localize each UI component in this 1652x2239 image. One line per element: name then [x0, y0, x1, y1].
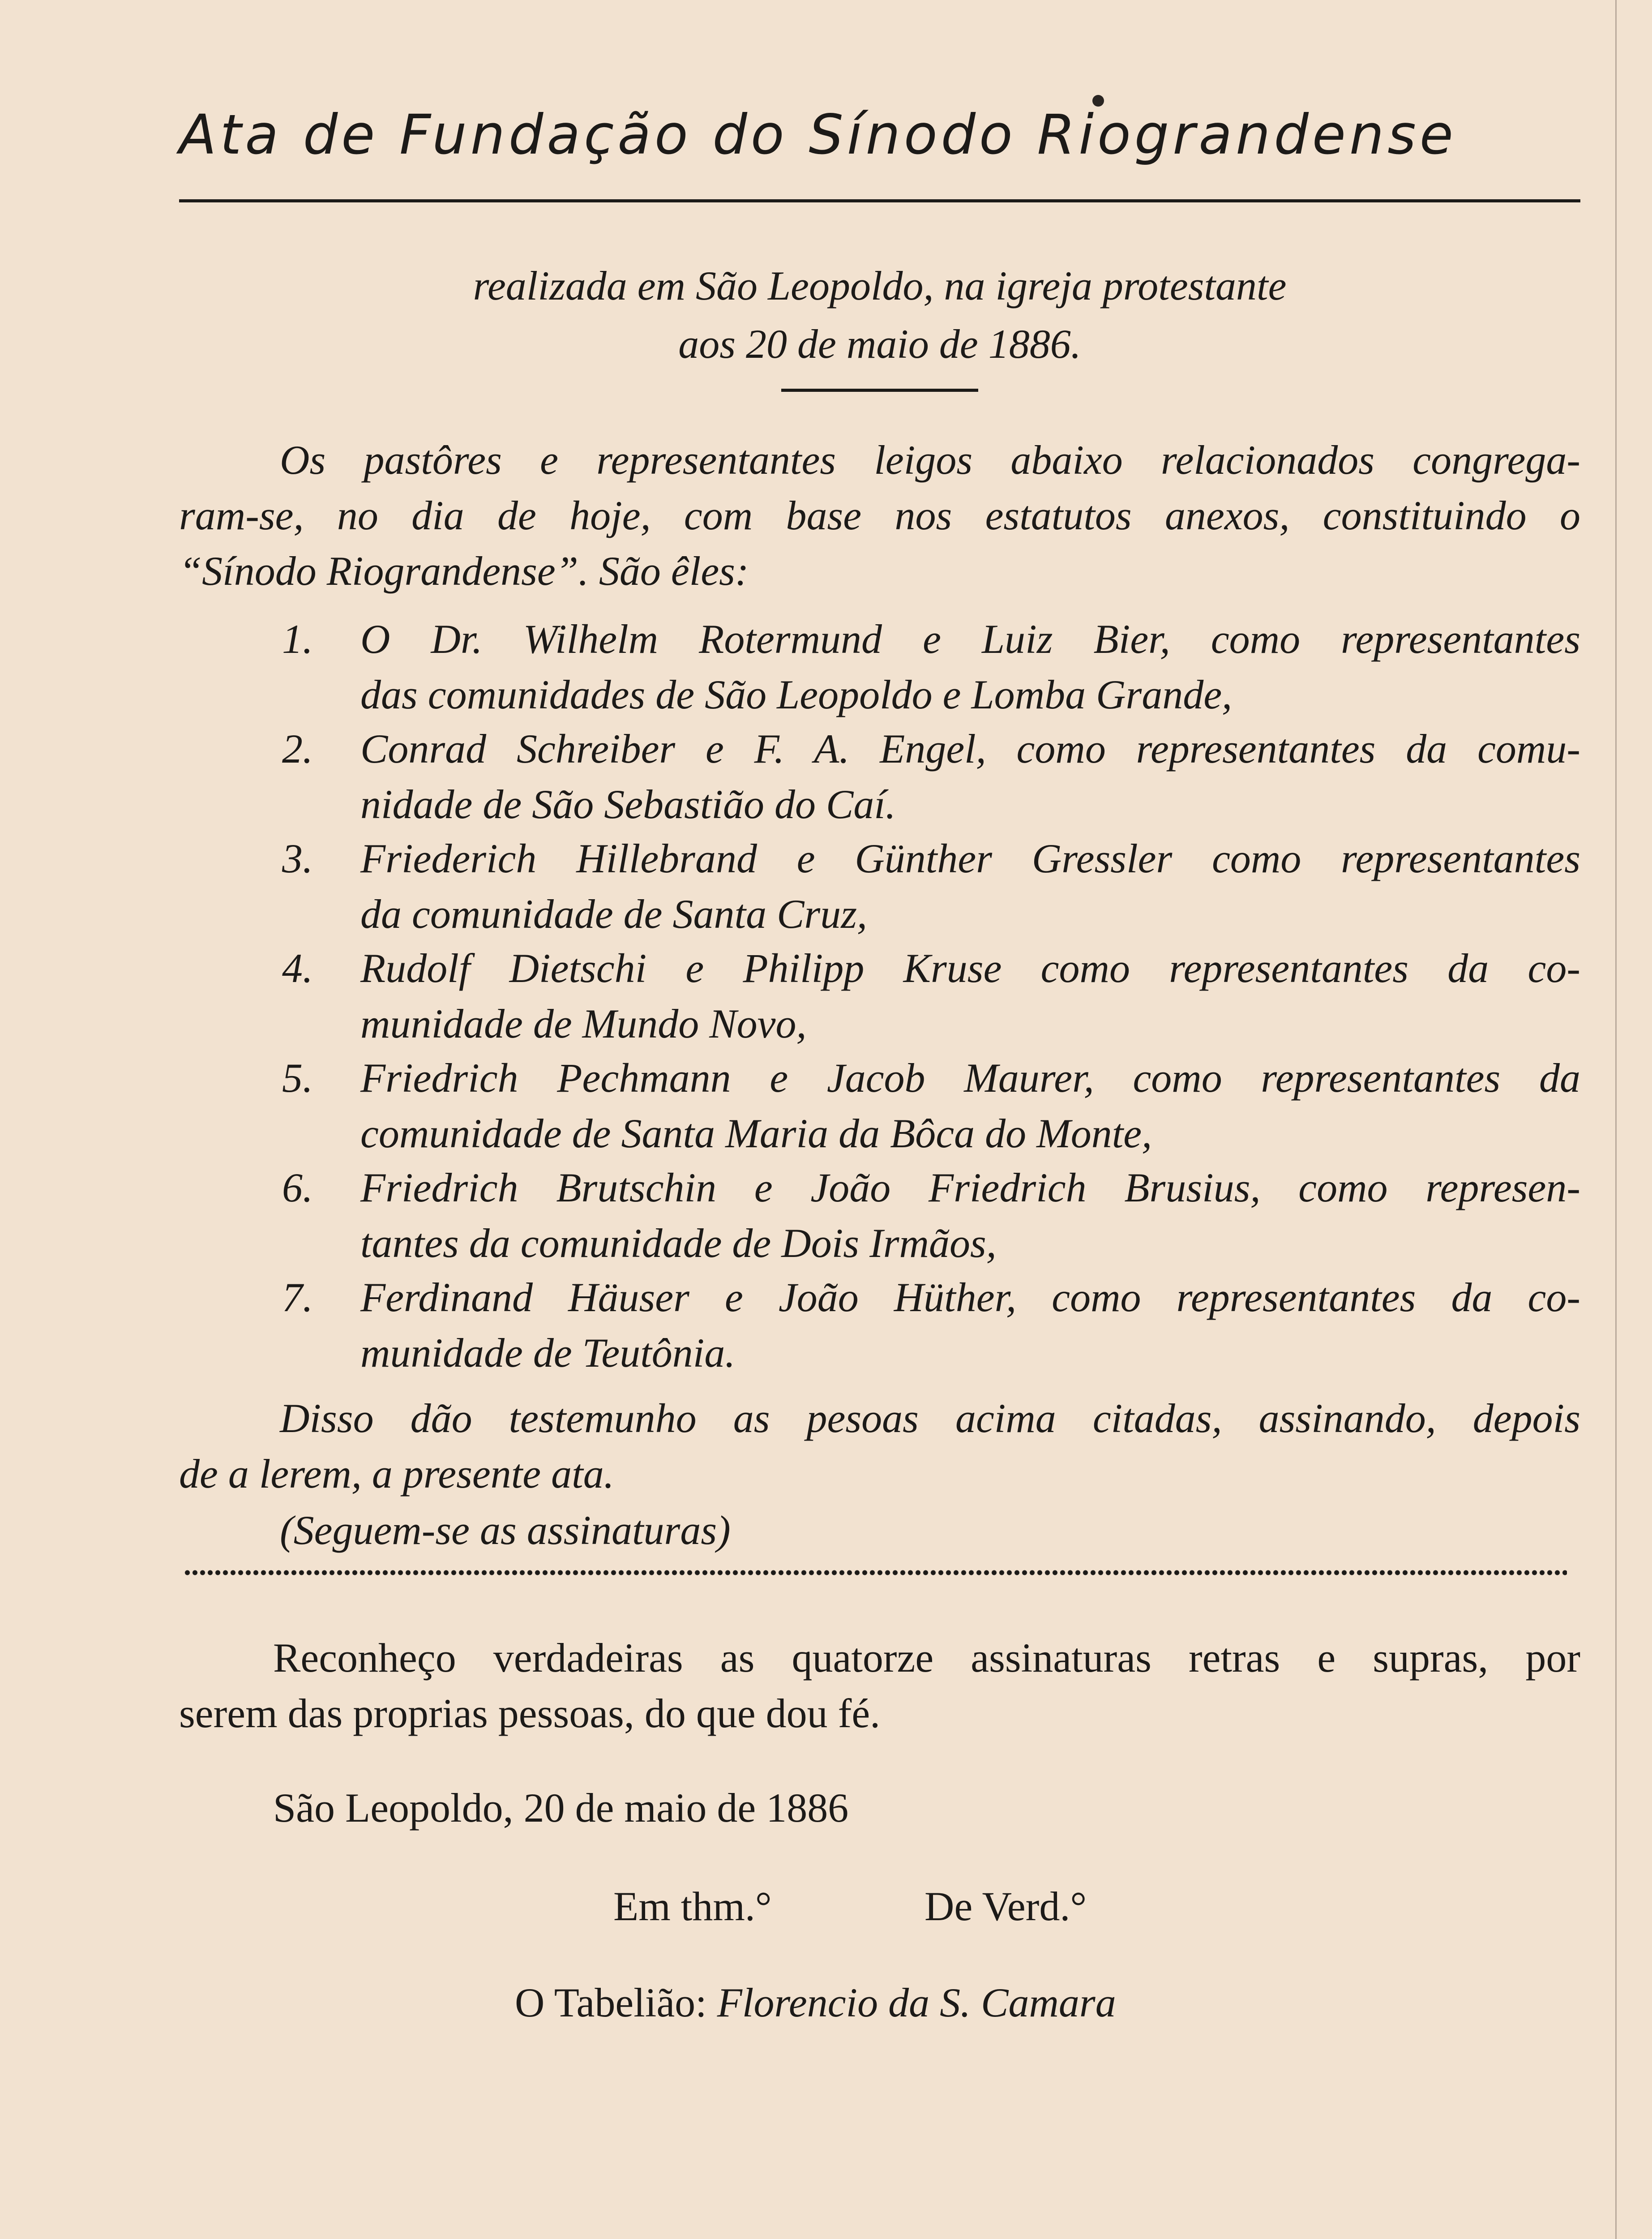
list-item-line-2: comunidade de Santa Maria da Bôca do Monte,: [360, 1111, 1152, 1156]
intro-line-2: ram-se, no dia de hoje, com base nos estatutos anexos, constituindo o: [179, 493, 1580, 538]
list-item-text: [360, 1270, 1580, 1381]
list-item-line-2: da comunidade de Santa Cruz,: [360, 891, 868, 937]
witness-line-1: Disso dão testemunho as pesoas acima citadas, assinando, depois: [280, 1395, 1580, 1441]
list-item-line-1: Rudolf Dietschi e Philipp Kruse como representantes da co-: [360, 945, 1580, 991]
list-item-number: 2.: [282, 726, 313, 772]
separator-rule: [781, 389, 978, 392]
list-item: [179, 831, 1580, 943]
signatures-note-block: [179, 1502, 1580, 1558]
list-item-text: [360, 940, 1580, 1051]
list-item-number: 1.: [282, 616, 313, 662]
list-item-text: [360, 611, 1580, 722]
list-item: [179, 721, 1580, 833]
notary-label: O Tabelião:: [515, 1980, 707, 2025]
title-underline: [179, 199, 1580, 202]
list-item: [179, 1160, 1580, 1272]
witness-paragraph: [179, 1390, 1580, 1501]
signatures-note: (Seguem-se as assinaturas): [280, 1507, 731, 1553]
list-item: [179, 940, 1580, 1052]
notary-name: Florencio da S. Camara: [717, 1980, 1116, 2025]
document-title: Ata de Fundação do Sínodo Riograndense: [179, 103, 1457, 167]
intro-paragraph: [179, 432, 1580, 599]
list-item-text: [360, 1050, 1580, 1161]
list-item-number: 4.: [282, 945, 313, 991]
list-item-text: [360, 831, 1580, 942]
list-item-number: 6.: [282, 1165, 313, 1210]
list-item-line-2: munidade de Mundo Novo,: [360, 1001, 807, 1047]
list-item-line-1: Friederich Hillebrand e Günther Gressler como representantes: [360, 836, 1580, 881]
list-item-text: [360, 1160, 1580, 1271]
list-item-line-2: munidade de Teutônia.: [360, 1330, 736, 1376]
place-date: São Leopoldo, 20 de maio de 1886: [273, 1785, 849, 1831]
dotted-divider: [184, 1570, 1567, 1576]
list-item-line-1: Friedrich Pechmann e Jacob Maurer, como representantes da: [360, 1055, 1580, 1101]
subtitle-line-2: aos 20 de maio de 1886.: [678, 321, 1081, 367]
list-item: [179, 1050, 1580, 1162]
list-item-line-1: Conrad Schreiber e F. A. Engel, como representantes da comu-: [360, 726, 1580, 772]
list-item-line-2: das comunidades de São Leopoldo e Lomba Grande,: [360, 672, 1233, 717]
list-item-number: 5.: [282, 1055, 313, 1101]
certification-line-1: Reconheço verdadeiras as quatorze assinaturas retras e supras, por: [273, 1635, 1580, 1681]
list-item-line-1: O Dr. Wilhelm Rotermund e Luiz Bier, como representantes: [360, 616, 1580, 662]
de-verd-label: De Verd.°: [924, 1883, 1087, 1929]
list-item-line-2: nidade de São Sebastião do Caí.: [360, 781, 896, 827]
certification-paragraph: [179, 1630, 1580, 1741]
list-item: [179, 611, 1580, 723]
witness-line-2: de a lerem, a presente ata.: [179, 1451, 614, 1497]
list-item: [179, 1270, 1580, 1381]
list-item-line-2: tantes da comunidade de Dois Irmãos,: [360, 1220, 997, 1266]
notary-signature-line: [515, 1975, 1116, 2030]
list-item-number: 3.: [282, 836, 313, 881]
list-item-line-1: Ferdinand Häuser e João Hüther, como representantes da co-: [360, 1274, 1580, 1320]
list-item-number: 7.: [282, 1274, 313, 1320]
intro-line-3: “Sínodo Riograndense”. São êles:: [179, 548, 749, 594]
list-item-line-1: Friedrich Brutschin e João Friedrich Brusius, como represen-: [360, 1165, 1580, 1210]
subtitle-line-1: realizada em São Leopoldo, na igreja protestante: [473, 263, 1287, 309]
certification-line-2: serem das proprias pessoas, do que dou fé.: [179, 1690, 881, 1736]
em-thm-label: Em thm.°: [613, 1883, 772, 1929]
page-edge: [1615, 0, 1617, 2239]
intro-line-1: Os pastôres e representantes leigos abaixo relacionados congrega-: [280, 437, 1580, 483]
list-item-text: [360, 721, 1580, 832]
